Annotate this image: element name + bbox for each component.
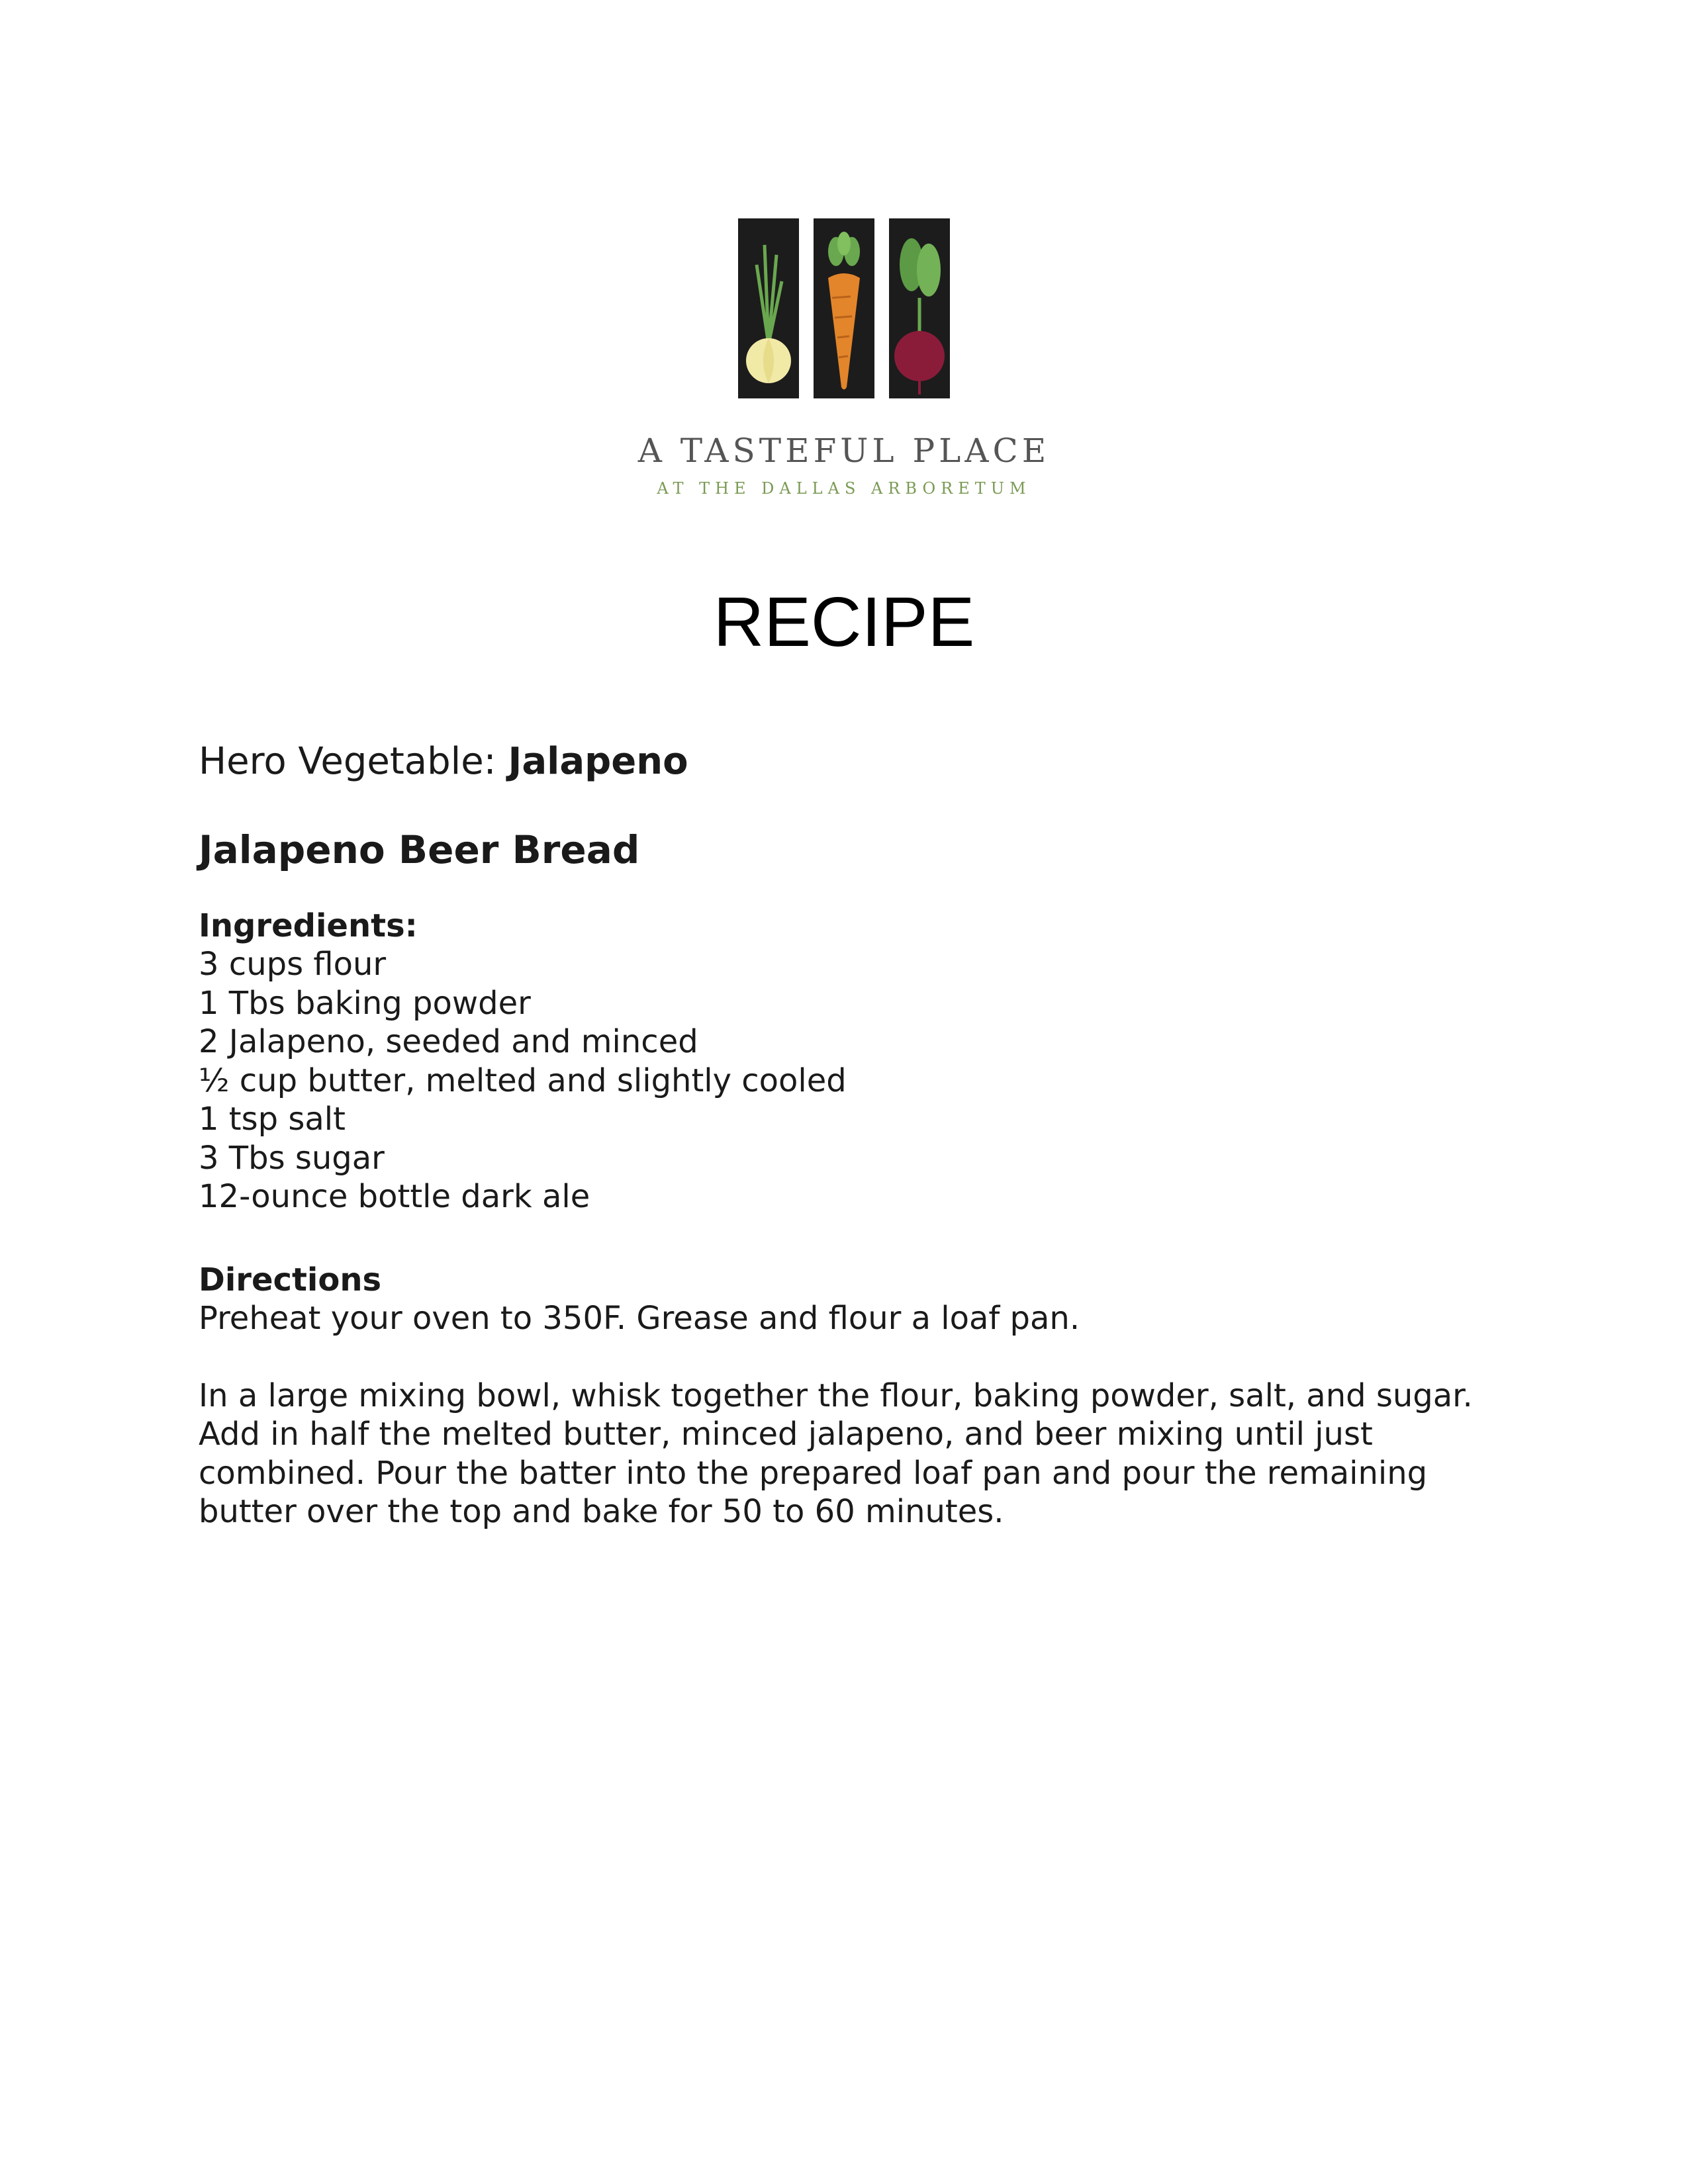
onion-icon xyxy=(738,218,799,398)
ingredient-item: 12-ounce bottle dark ale xyxy=(199,1178,590,1215)
ingredient-item: 3 cups flour xyxy=(199,946,387,983)
directions-heading: Directions xyxy=(199,1261,382,1298)
ingredients-heading: Ingredients: xyxy=(199,907,418,944)
ingredients-section xyxy=(199,907,847,1216)
recipe-name: Jalapeno Beer Bread xyxy=(199,827,640,872)
logo-subtitle: AT THE DALLAS ARBORETUM xyxy=(657,479,1031,498)
hero-vegetable xyxy=(199,740,688,783)
logo xyxy=(622,218,1066,510)
carrot-icon xyxy=(814,218,874,398)
directions-section xyxy=(199,1261,1509,1531)
ingredients-list xyxy=(199,945,847,1216)
ingredient-item: ½ cup butter, melted and slightly cooled xyxy=(199,1062,847,1099)
direction-paragraph: In a large mixing bowl, whisk together the flour, baking powder, salt, and sugar. Add in half the melted butter, minced jalapeno, and beer mixing until just combined. Pour the batter into the prepared loaf pan and pour the remaining butter over the top and bake for 50 to 60 minutes. xyxy=(199,1377,1473,1530)
logo-vegetable-panels xyxy=(738,218,950,398)
ingredient-item: 1 Tbs baking powder xyxy=(199,984,531,1022)
direction-paragraph: Preheat your oven to 350F. Grease and flour a loaf pan. xyxy=(199,1300,1080,1337)
logo-title: A TASTEFUL PLACE xyxy=(637,432,1051,470)
hero-vegetable-label: Hero Vegetable: xyxy=(199,740,496,783)
ingredient-item: 2 Jalapeno, seeded and minced xyxy=(199,1023,698,1060)
page-title: RECIPE xyxy=(713,583,975,661)
ingredient-item: 1 tsp salt xyxy=(199,1101,346,1138)
ingredient-item: 3 Tbs sugar xyxy=(199,1139,385,1177)
beet-icon xyxy=(889,218,950,398)
hero-vegetable-value: Jalapeno xyxy=(508,740,688,783)
